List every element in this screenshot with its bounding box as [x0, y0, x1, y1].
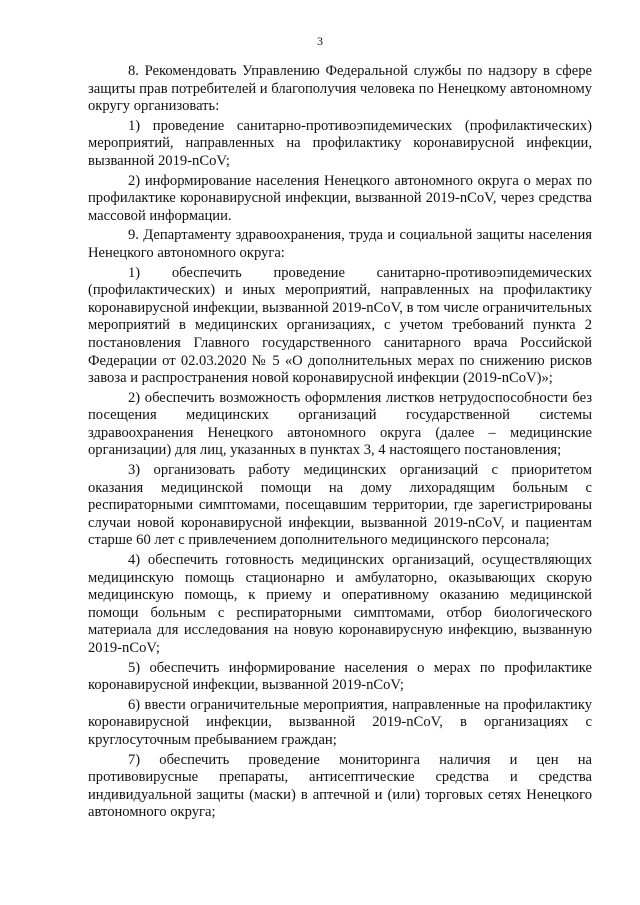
paragraph-8-1: 1) проведение санитарно-противоэпидемических (профилактических) мероприятий, направленных на профилактику коронавирусной инфекции, вызванной 2019-nCoV; — [88, 117, 592, 169]
paragraph-9-6: 6) ввести ограничительные мероприятия, направленные на профилактику коронавирусной инфекции, вызванной 2019-nCoV, в организациях с круглосуточным пребыванием граждан; — [88, 696, 592, 748]
page-number: 3 — [317, 34, 323, 48]
paragraph-9: 9. Департаменту здравоохранения, труда и социальной защиты населения Ненецкого автономного округа: — [88, 227, 592, 261]
paragraph-9-5: 5) обеспечить информирование населения о мерах по профилактике коронавирусной инфекции, вызванной 2019-nCoV; — [88, 659, 592, 694]
paragraph-9-4: 4) обеспечить готовность медицинских организаций, осуществляющих медицинскую помощь стационарно и амбулаторно, оказывающих скорую медицинскую помощь, к приему и оперативному оказанию медицинской помощи больным с респираторными симптомами, отбор биологического материала для исследования на новую коронавирусную инфекцию, вызванную 2019-nCoV; — [88, 552, 592, 656]
paragraph-8: 8. Рекомендовать Управлению Федеральной службы по надзору в сфере защиты прав потребителей и благополучия человека по Ненецкому автономному округу организовать: — [88, 63, 593, 115]
paragraph-9-7: 7) обеспечить проведение мониторинга наличия и цен на противовирусные препараты, антисептические средства и средства индивидуальной защиты (маски) в аптечной и (или) торговых сетях Ненецкого автономного округа; — [88, 751, 592, 821]
paragraph-8-2: 2) информирование населения Ненецкого автономного округа о мерах по профилактике коронавирусной инфекции, вызванной 2019-nCoV, через средства массовой информации. — [88, 172, 592, 224]
paragraph-9-2: 2) обеспечить возможность оформления листков нетрудоспособности без посещения медицинских организаций государственной системы здравоохранения Ненецкого автономного округа (далее – медицинские организации) для лиц, указанных в пунктах 3, 4 настоящего постановления; — [88, 389, 592, 459]
paragraph-9-3: 3) организовать работу медицинских организаций с приоритетом оказания медицинской помощи на дому лихорадящим больным с респираторными симптомами, посещавшим территории, где зарегистрированы случаи новой коронавирусной инфекции, вызванной 2019-nCoV, и пациентам старше 60 лет с привлечением дополнительного медицинского персонала; — [88, 462, 592, 549]
document-body — [88, 63, 592, 822]
paragraph-9-1: 1) обеспечить проведение санитарно-противоэпидемических (профилактических) и иных мероприятий, направленных на профилактику коронавирусной инфекции, вызванной 2019-nCoV, в том числе ограничительных мероприятий в медицинских организациях, с учетом требований пункта 2 постановления Главного государственного санитарного врача Российской Федерации от 02.03.2020 № 5 «О дополнительных мерах по снижению рисков завоза и распространения новой коронавирусной инфекции (2019-nCoV)»; — [88, 264, 592, 387]
